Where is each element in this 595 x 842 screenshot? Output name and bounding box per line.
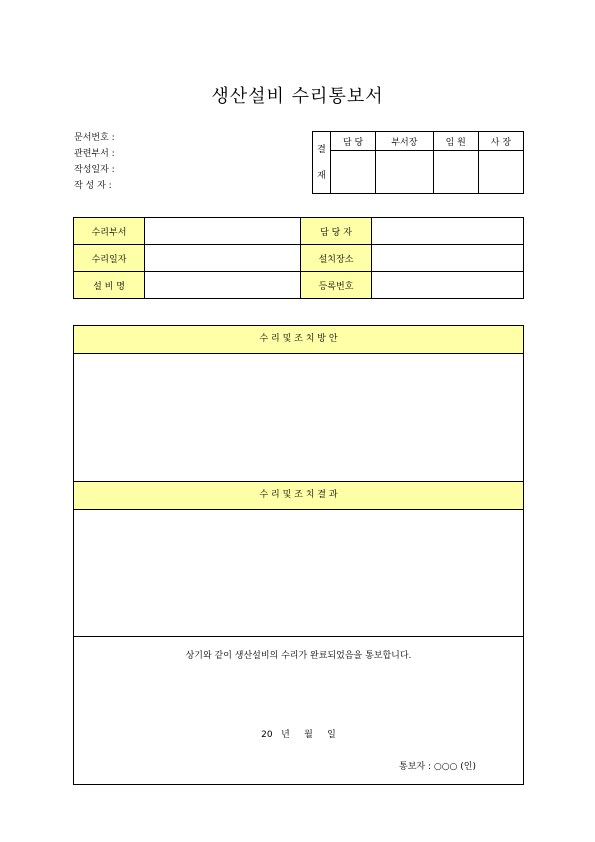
date-written-label: 작성일자 : [74,165,115,175]
notifier-line: 통보자 : ○○○ (인) [399,762,476,772]
manager-field[interactable] [372,218,524,245]
approval-side-label [313,132,331,194]
result-content-area[interactable] [74,510,523,636]
approval-header-manager: 담 당 [331,132,376,151]
manager-label: 담 당 자 [301,218,372,245]
approval-table [312,131,524,194]
writer-label: 작 성 자 : [74,181,112,191]
repair-date-label: 수리일자 [74,245,145,272]
divider [74,636,523,637]
approval-header-president: 사 장 [478,132,523,151]
document-meta [74,130,115,194]
install-place-label: 설치장소 [301,245,372,272]
doc-number-label: 문서번호 : [74,133,115,143]
equipment-name-field[interactable] [145,272,301,299]
repair-dept-field[interactable] [145,218,301,245]
approval-side-top: 결 [317,144,326,155]
approval-sign-president[interactable] [478,151,523,194]
plan-section-header: 수 리 및 조 치 방 안 [74,326,523,354]
repair-dept-label: 수리부서 [74,218,145,245]
approval-side-bottom: 재 [317,170,326,181]
repair-report-box [73,325,524,785]
approval-header-dept-head: 부서장 [376,132,434,151]
date-line: 20 년 월 일 [261,730,336,740]
result-section-header: 수 리 및 조 치 결 과 [74,482,523,510]
approval-sign-manager[interactable] [331,151,376,194]
document-title: 생산설비 수리통보서 [211,86,384,107]
completion-statement: 상기와 같이 생산설비의 수리가 완료되었음을 통보합니다. [185,651,412,661]
equipment-name-label: 설 비 명 [74,272,145,299]
install-place-field[interactable] [372,245,524,272]
reg-number-field[interactable] [372,272,524,299]
info-table [73,217,524,299]
approval-sign-dept-head[interactable] [376,151,434,194]
approval-header-executive: 임 원 [433,132,478,151]
approval-sign-executive[interactable] [433,151,478,194]
related-dept-label: 관련부서 : [74,149,115,159]
repair-date-field[interactable] [145,245,301,272]
plan-content-area[interactable] [74,354,523,481]
reg-number-label: 등록번호 [301,272,372,299]
